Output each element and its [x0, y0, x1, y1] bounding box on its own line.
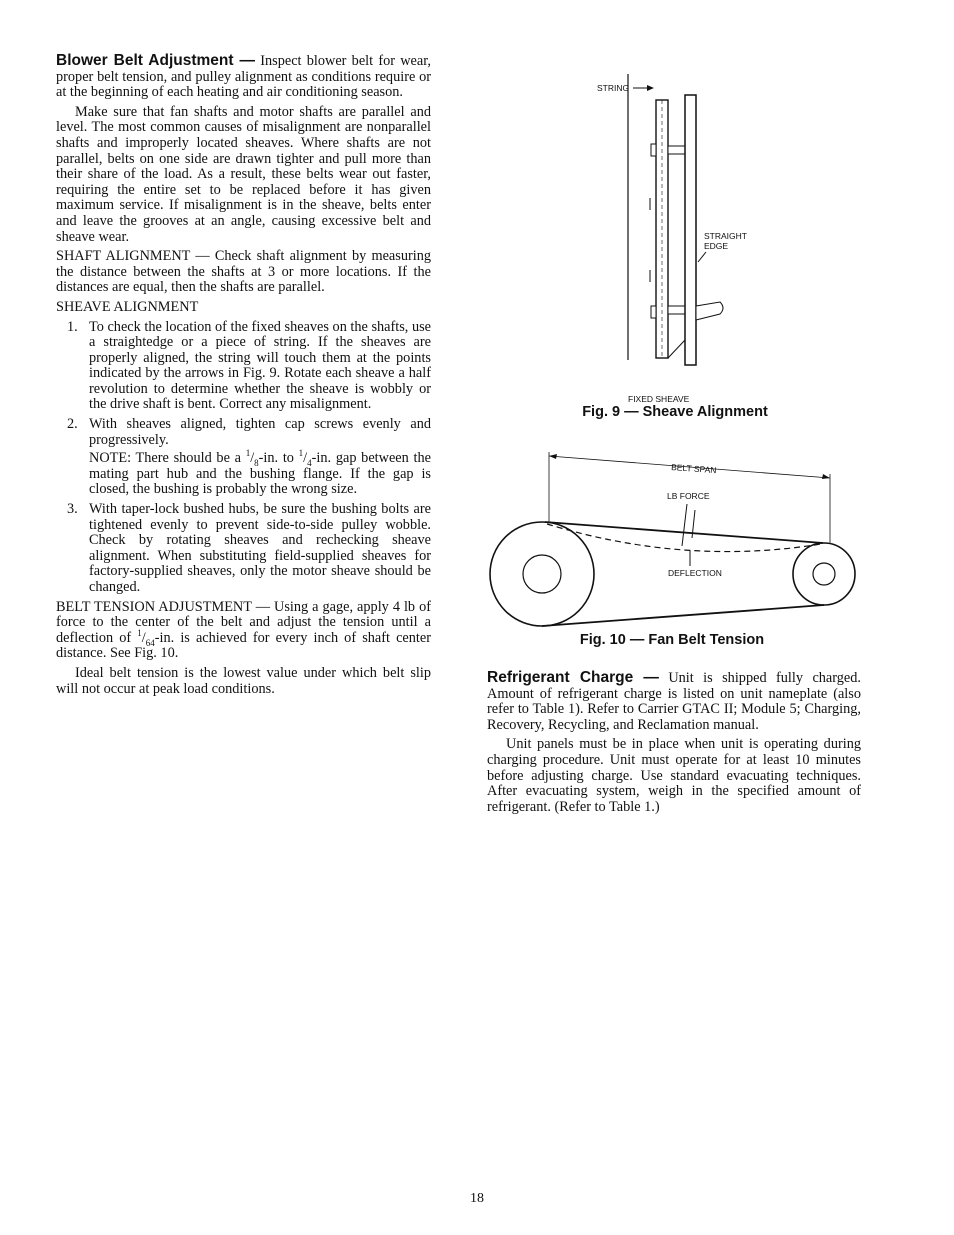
left-column [56, 53, 431, 701]
blower-alignment-paragraph: Make sure that fan shafts and motor shafts are parallel and level. The most common causes of misalignment are nonparallel shafts and improperly located sheaves. Where shafts are not parallel, belts on one side are drawn tighter and pull more than their share of the load. As a result, these belts wear out faster, requiring the entire set to be replaced before it has given maximum service. If misalignment is in the sheave, belts enter and leave the grooves at an angle, causing excessive belt and sheave wear. [56, 103, 431, 245]
shaft-alignment-paragraph: SHAFT ALIGNMENT — Check shaft alignment by measuring the distance between the shafts at 3 or more locations. If the distances are equal, then the shafts are parallel. [56, 248, 431, 296]
lb-force-label: LB FORCE [667, 491, 710, 501]
fan-belt-tension-figure [485, 448, 865, 633]
blower-intro-paragraph [56, 53, 431, 101]
fraction-denominator: 8 [254, 458, 259, 469]
list-item [56, 417, 431, 498]
fraction-denominator: 64 [145, 637, 155, 648]
fraction-denominator: 4 [307, 458, 312, 469]
list-item [56, 320, 431, 414]
fig10-caption: Fig. 10 — Fan Belt Tension [579, 632, 765, 648]
sheave-alignment-figure [590, 70, 770, 410]
step-text: With sheaves aligned, tighten cap screws evenly and progressively. [89, 416, 431, 448]
refrigerant-heading: Refrigerant Charge — [487, 669, 659, 686]
straight-edge-bar [685, 95, 696, 365]
straight-edge-label-1: STRAIGHT [704, 231, 747, 241]
sheave-steps-list [56, 320, 431, 596]
straight-edge-arrow [698, 252, 706, 262]
step-text: With taper-lock bushed hubs, be sure the bushing bolts are tightened evenly to prevent side-to-side pulley wobble. Check by rotating sheaves and rechecking sheave alignment. When substituting field-supplied sheaves for factory-supplied sheaves, only the motor sheave should be changed. [89, 501, 431, 595]
shaft-upper [668, 146, 685, 154]
refrigerant-intro-paragraph [487, 670, 861, 733]
hub-block [651, 306, 656, 318]
belt-span-label: BELT SPAN [670, 462, 717, 476]
fraction-numerator: 1 [137, 628, 142, 639]
belt-tension-paragraph: BELT TENSION ADJUSTMENT — Using a gage, apply 4 lb of force to the center of the belt and adjust the tension until a deflection of $^1/_{64}-in$. is achieved for every inch of shaft center distance. See Fig. 10. [56, 598, 432, 662]
ideal-tension-paragraph: Ideal belt tension is the lowest value under which belt slip will not occur at peak load conditions. [56, 664, 431, 697]
note-text-post: -in. gap between the mating part hub and the bushing flange. If the gap is closed, the bushing is probably the wrong size. [89, 450, 431, 498]
note-text-mid: -in. to [258, 450, 299, 467]
belt-tension-text-pre: BELT TENSION ADJUSTMENT — Using a gage, apply 4 lb of force to the center of the belt and adjust the tension until a deflection of [56, 598, 431, 646]
sheave-alignment-heading: SHEAVE ALIGNMENT [56, 298, 199, 315]
large-pulley-hub [523, 555, 561, 593]
step-number: 1. [67, 318, 78, 335]
step-number: 2. [67, 416, 78, 433]
blower-heading: Blower Belt Adjustment — [56, 52, 255, 69]
refrigerant-intro-text: Unit is shipped fully charged. Amount of refrigerant charge is listed on unit nameplate (also refer to Table 1). Refer to Carrier GTAC II; Module 5; Charging, Recovery, Recycling, and Reclamation manual. [487, 670, 861, 733]
step-text: To check the location of the fixed sheaves on the shafts, use a straightedge or a piece of string. If the sheaves are properly aligned, the string will touch them at the points indicated by the arrows in Fig. 9. Rotate each sheave a half revolution to determine whether the sheave is wobbly or the drive shaft is bent. Correct any misalignment. [89, 318, 432, 413]
note-text-pre: NOTE: There should be a [89, 450, 246, 467]
fraction-numerator: 1 [298, 448, 304, 459]
small-pulley-hub [813, 563, 835, 585]
lb-force-arrow [682, 504, 687, 546]
sheave-link [668, 340, 685, 358]
gap-note: NOTE: There should be a $^1/_8-in$. to $^1/_4-in$. gap between the mating part hub and the bushing flange. If the gap is closed, the bushing is probably the wrong size. [89, 448, 431, 498]
arrowhead-left [549, 454, 557, 459]
step-number: 3. [67, 501, 78, 518]
fig9-caption: Fig. 9 — Sheave Alignment [582, 404, 768, 420]
fixed-sheave-label: FIXED SHEAVE [628, 394, 690, 404]
page-number: 18 [470, 1191, 484, 1206]
right-column [487, 670, 861, 819]
belt-tension-text-post: -in. is achieved for every inch of shaft center distance. See Fig. 10. [56, 629, 432, 662]
motor-shaft [696, 302, 723, 320]
straight-edge-label-2: EDGE [704, 241, 729, 251]
hub-block [651, 144, 656, 156]
belt-bottom [542, 605, 824, 626]
refrigerant-procedure-paragraph: Unit panels must be in place when unit is operating during charging procedure. Unit must operate for at least 10 minutes before adjusting charge. Use standard evacuating techniques. After evacuating system, weigh in the specified amount of refrigerant. (Refer to Table 1.) [487, 736, 861, 815]
shaft-lower [668, 306, 685, 314]
list-item [56, 502, 431, 596]
blower-intro-text: Inspect blower belt for wear, proper belt tension, and pulley alignment as conditions require or at the beginning of each heating and air conditioning season. [56, 53, 431, 101]
string-arrowhead [647, 85, 654, 91]
fraction-numerator: 1 [245, 448, 251, 459]
string-label: STRING [597, 83, 630, 93]
deflection-label: DEFLECTION [668, 568, 722, 578]
